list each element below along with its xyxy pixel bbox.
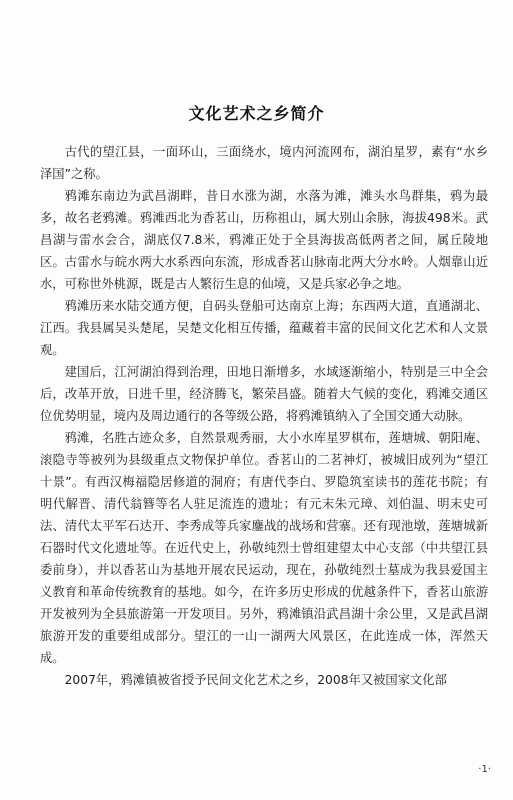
- body-text: [40, 141, 488, 691]
- page-title: 文化艺术之乡简介: [188, 104, 325, 123]
- page-number: ·1·: [478, 764, 491, 775]
- paragraph: 鸦滩东南边为武昌湖畔，昔日水涨为湖，水落为滩，滩头水鸟群集，鸦为最多，故名老鸦滩。鸦滩西北为香茗山，历称祖山，属大别山余脉，海拔498米。武昌湖与雷水会合，湖底仅7.8米，鸦滩正处于全县海拔高低两者之间，属丘陵地区。古雷水与皖水两大水系西向东流，形成香茗山脉南北两大分水岭。人烟靠山近水，可称世外桃源，既是古人繁衍生息的仙境，又是兵家必争之地。: [40, 189, 488, 291]
- paragraph: 鸦滩历来水陆交通方便，自码头登船可达南京上海；东西两大道，直通湖北、江西。我县属吴头楚尾，吴楚文化相互传播，蕴藏着丰富的民间文化艺术和人文景观。: [40, 299, 488, 357]
- paragraph: 2007年，鸦滩镇被省授予民间文化艺术之乡，2008年又被国家文化部: [64, 673, 447, 687]
- paragraph: 鸦滩，名胜古迹众多，自然景观秀丽，大小水库星罗棋布，莲塘城、朝阳庵、滚隐寺等被列为县级重点文物保护单位。香茗山的二茗神灯，被城旧成列为“望江十景”。有西汉梅福隐居修道的洞府；有唐代李白、罗隐筑室读书的莲花书院；有明代解晋、清代翁簪等名人驻足流连的遗址；有元末朱元璋、刘伯温、明末史可法、清代太平军石达开、李秀成等兵家鏖战的战场和营寨。还有现池墩，莲塘城新石器时代文化遗址等。在近代史上，孙敬纯烈士曾组建望太中心支部（中共望江县委前身），并以香茗山为基地开展农民运动，现在，孙敬纯烈士墓成为我县爱国主义教育和革命传统教育的基地。如今，在许多历史形成的优越条件下，香茗山旅游开发被列为全县旅游第一开发项目。另外，鸦滩镇沿武昌湖十余公里，又是武昌湖旅游开发的重要组成部分。望江的一山一湖两大风景区，在此连成一体，浑然天成。: [40, 431, 488, 665]
- paragraph: 建国后，江河湖泊得到治理，田地日渐增多，水域逐渐缩小，特别是三中全会后，改革开放，日进千里，经济腾飞，繁荣昌盛。随着大气候的变化，鸦滩交通区位优势明显，境内及周边通行的各等级公路，将鸦滩镇纳入了全国交通大动脉。: [40, 365, 488, 423]
- paragraph: 古代的望江县，一面环山，三面绕水，境内河流网布，湖泊星罗，素有“水乡泽国”之称。: [40, 145, 488, 181]
